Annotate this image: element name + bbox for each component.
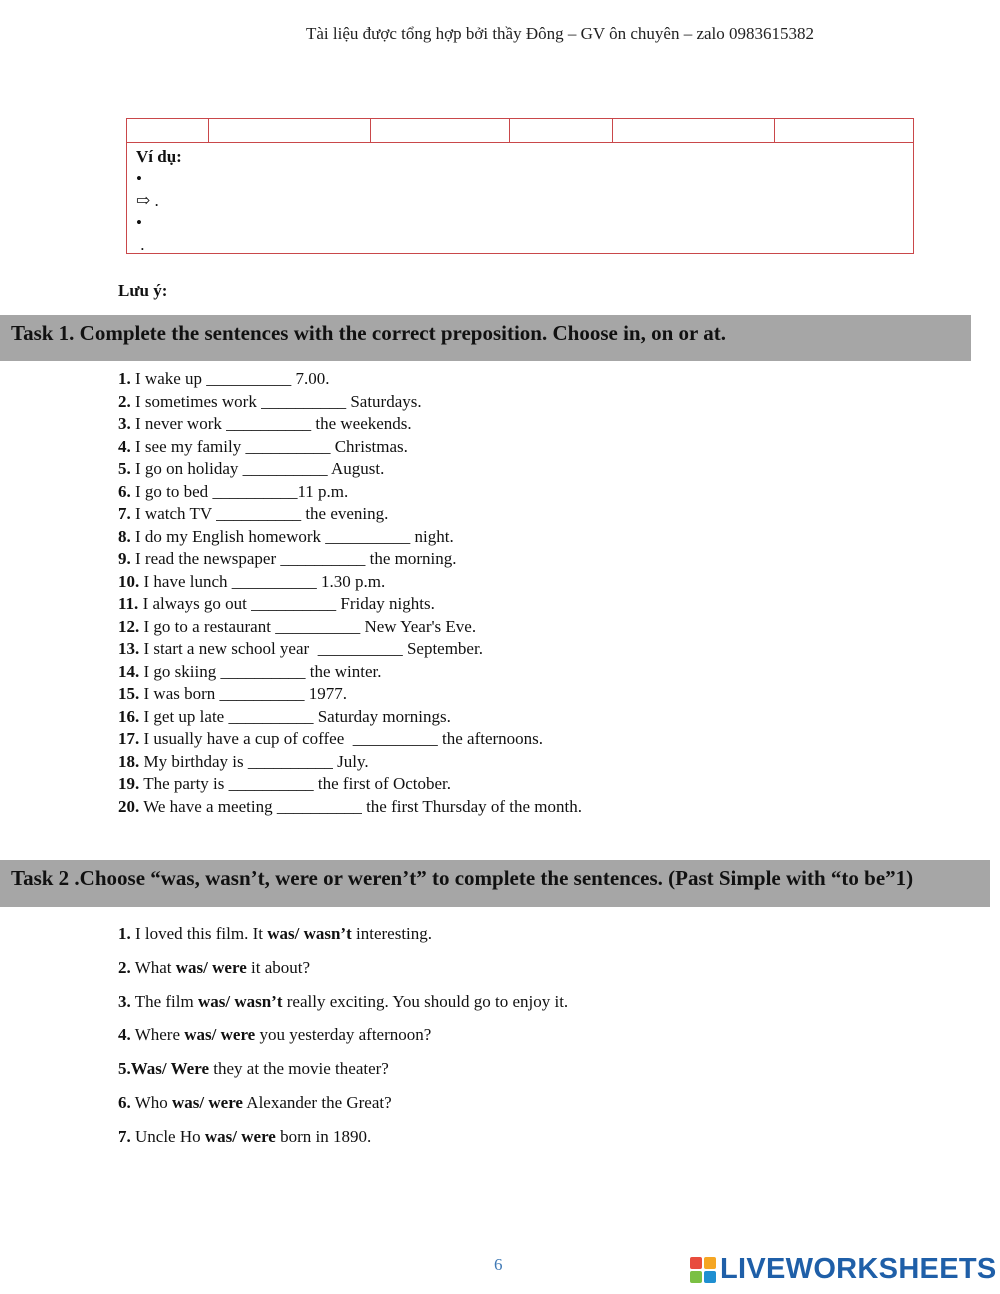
answer-blank[interactable]: __________ [325,526,411,546]
question-text-after: September. [402,639,483,658]
task1-question [118,706,582,729]
answer-blank[interactable]: __________ [251,594,337,613]
answer-blank[interactable]: __________ [228,774,314,793]
question-number: 7. [118,504,131,523]
example-bullet: • [136,169,142,188]
task1-question [118,548,582,571]
rule-example-block [127,143,913,256]
question-number: 2. [118,957,131,977]
answer-choice[interactable]: was/ were [175,957,247,977]
task1-question [118,616,582,639]
question-number: 4. [118,1025,131,1045]
brand-wordmark: LIVEWORKSHEETS [720,1253,997,1285]
question-text-after: night. [410,526,454,546]
answer-blank[interactable]: __________ [245,436,331,456]
answer-blank[interactable]: __________ [228,706,314,726]
question-number: 9. [118,549,131,568]
answer-blank[interactable]: __________ [216,504,302,523]
question-text-before: I watch TV [130,504,217,523]
rule-table-cell [209,119,371,142]
task1-question [118,661,582,684]
note-label: Lưu ý: [118,281,168,300]
question-number: 19. [118,774,140,793]
rule-table-header-row [127,119,913,143]
question-text-after: Christmas. [330,436,408,456]
answer-blank[interactable]: __________ [226,414,312,433]
question-text-before: I never work [130,414,227,433]
answer-blank[interactable]: __________ [220,661,306,681]
liveworksheets-logo-icon [690,1257,716,1283]
task1-title: Task 1. Complete the sentences with the correct preposition. Choose in, on or at. [11,321,726,345]
task2-question [118,957,568,979]
rule-table-cell [510,119,613,142]
task2-question [118,1058,568,1080]
example-label: Ví dụ: [136,147,182,166]
question-text-after: New Year's Eve. [360,616,477,636]
question-number: 4. [118,436,131,456]
answer-blank[interactable]: __________ [206,369,292,388]
task1-question [118,796,582,819]
question-text-after: it about? [246,957,311,977]
question-text-before: The party is [139,774,229,793]
question-text-after: July. [332,751,369,771]
question-text-before: I always go out [138,594,252,613]
logo-square [690,1271,702,1283]
question-text-after: Friday nights. [336,594,435,613]
answer-choice[interactable]: was/ were [204,1126,276,1146]
task2-question [118,1024,568,1046]
task1-question [118,458,582,481]
task1-question [118,503,582,526]
question-text-after: Saturday mornings. [313,706,451,726]
answer-blank[interactable]: __________ [212,481,298,501]
question-text-after: the morning. [365,549,457,568]
example-bullet: • [136,213,142,232]
question-text-before: I get up late [139,706,229,726]
question-text-before: I was born [139,684,220,703]
task1-question [118,481,582,504]
answer-choice[interactable]: was/ wasn’t [197,991,283,1011]
question-number: 3. [118,414,131,433]
page-number: 6 [494,1255,503,1274]
question-text-before: I go skiing [139,661,221,681]
question-number: 12. [118,616,140,636]
question-number: 16. [118,706,140,726]
question-text-after: they at the movie theater? [209,1059,389,1079]
question-number: 1. [118,924,131,943]
question-text-before: What [130,957,176,977]
task2-question [118,1092,568,1114]
question-number: 7. [118,1126,131,1146]
question-text-before: I see my family [130,436,246,456]
answer-blank[interactable]: __________ [261,391,347,411]
question-text-after: 11 p.m. [297,481,349,501]
answer-choice[interactable]: was/ wasn’t [267,924,352,943]
question-text-before: I start a new school year [139,639,318,658]
answer-blank[interactable]: __________ [276,796,362,816]
document-header-note: Tài liệu được tổng hợp bởi thầy Đông – GV ôn chuyên – zalo 0983615382 [306,24,815,43]
task2-question [118,923,568,945]
answer-blank[interactable]: __________ [317,639,403,658]
task2-question [118,1126,568,1148]
answer-blank[interactable]: __________ [231,571,317,591]
question-text-before: The film [130,991,198,1011]
question-text-after: born in 1890. [275,1126,372,1146]
question-number: 3. [118,991,131,1011]
task2-question [118,991,568,1013]
question-number: 5. [118,459,131,478]
question-number: 17. [118,729,140,748]
question-number: 18. [118,751,140,771]
task1-question [118,571,582,594]
task1-question [118,773,582,796]
question-text-after: 1.30 p.m. [316,571,386,591]
question-text-after: you yesterday afternoon? [255,1025,432,1045]
question-number: 11. [118,594,139,613]
question-text-before: Where [130,1025,185,1045]
question-number: 8. [118,526,131,546]
task1-question [118,638,582,661]
question-text-after: Saturdays. [346,391,422,411]
answer-choice[interactable]: Was/ Were [130,1059,209,1079]
question-text-after: interesting. [351,924,433,943]
rule-table-cell [127,119,209,142]
question-number: 15. [118,684,140,703]
answer-choice[interactable]: was/ were [172,1092,243,1112]
task1-question [118,391,582,414]
question-number: 13. [118,639,140,658]
question-text-after: the first Thursday of the month. [361,796,583,816]
question-text-before: I go to a restaurant [139,616,276,636]
question-text-before: I wake up [130,369,207,388]
question-number: 2. [118,391,131,411]
task1-question [118,751,582,774]
task2-question-list [118,923,568,1160]
task1-question-list [118,368,582,818]
logo-square [704,1271,716,1283]
question-text-before: I do my English homework [130,526,326,546]
task1-title-bar [0,315,971,361]
question-text-after: 1977. [304,684,348,703]
task1-question [118,436,582,459]
task1-question [118,593,582,616]
question-text-after: the first of October. [313,774,452,793]
answer-blank[interactable]: __________ [275,616,361,636]
answer-choice[interactable]: was/ were [184,1025,256,1045]
question-text-before: I have lunch [139,571,232,591]
task1-question [118,683,582,706]
answer-blank[interactable]: __________ [247,751,333,771]
question-text-before: I go on holiday [130,459,243,478]
question-text-before: I loved this film. It [130,924,268,943]
task2-title: Task 2 .Choose “was, wasn’t, were or weren’t” to complete the sentences. (Past Simple with “to be”1) [11,866,914,890]
question-number: 6. [118,481,131,501]
question-text-before: I read the newspaper [130,549,281,568]
logo-square [690,1257,702,1269]
task1-question [118,526,582,549]
task1-question [118,728,582,751]
question-number: 10. [118,571,140,591]
question-text-before: I go to bed [130,481,213,501]
question-number: 1. [118,369,131,388]
question-text-after: 7.00. [291,369,330,388]
question-text-before: I sometimes work [130,391,262,411]
task1-question [118,413,582,436]
question-text-before: I usually have a cup of coffee [139,729,353,748]
question-text-after: August. [327,459,385,478]
question-text-after: the weekends. [311,414,412,433]
rule-table-cell [775,119,913,142]
answer-blank[interactable]: __________ [280,549,366,568]
question-text-before: Who [130,1092,172,1112]
rule-table-cell [371,119,510,142]
grammar-rule-table [126,118,914,254]
question-text-after: Alexander the Great? [242,1092,392,1112]
question-number: 6. [118,1092,131,1112]
question-text-after: the winter. [305,661,382,681]
question-text-before: My birthday is [139,751,248,771]
task2-title-bar [0,860,990,907]
liveworksheets-brand [690,1253,997,1286]
answer-blank[interactable]: __________ [242,459,328,478]
question-number: 5. [118,1059,131,1079]
task1-question [118,368,582,391]
rule-table-cell [613,119,775,142]
question-text-after: the evening. [301,504,389,523]
question-text-after: the afternoons. [437,729,544,748]
answer-blank[interactable]: __________ [219,684,305,703]
logo-square [704,1257,716,1269]
example-dot-line: . [136,235,145,254]
question-text-before: We have a meeting [139,796,277,816]
answer-blank[interactable]: __________ [352,729,438,748]
question-text-before: Uncle Ho [130,1126,205,1146]
example-arrow-line: ⇨ . [136,191,159,210]
question-number: 14. [118,661,140,681]
question-text-after: really exciting. You should go to enjoy it. [282,991,569,1011]
question-number: 20. [118,796,140,816]
